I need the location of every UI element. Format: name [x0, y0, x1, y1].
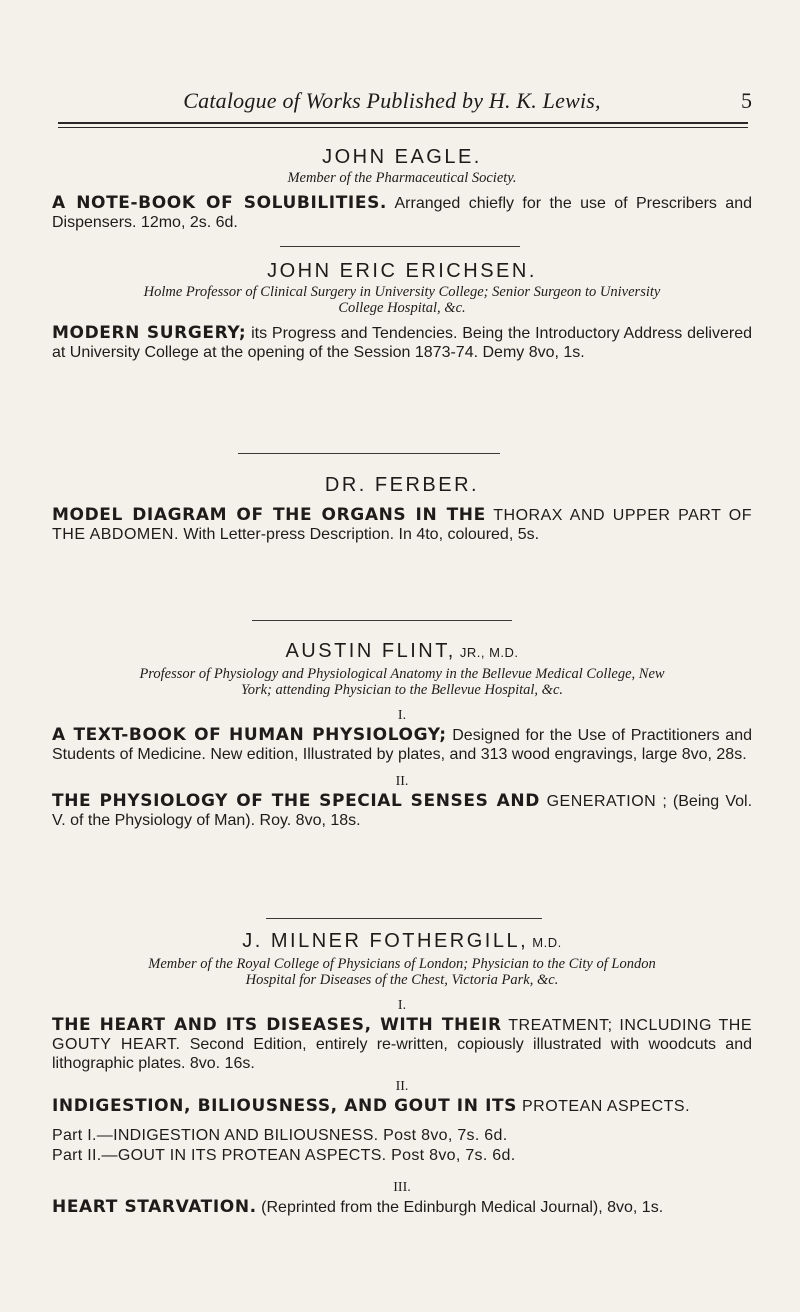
- work-title: THE PHYSIOLOGY OF THE SPECIAL SENSES AND: [52, 791, 540, 811]
- running-head: [52, 88, 752, 120]
- header-rule: [58, 122, 748, 128]
- entry-dr-ferber: [52, 474, 752, 544]
- work-number: II.: [395, 1079, 409, 1094]
- author-affiliation: Member of the Royal College of Physicians of London; Physician to the City of London: [148, 956, 656, 972]
- author-affiliation-cont: College Hospital, &c.: [338, 300, 466, 316]
- entry-john-eric-erichsen: [52, 260, 752, 362]
- section-separator: [280, 246, 520, 247]
- work-number: III.: [393, 1180, 411, 1195]
- author-name: JOHN ERIC ERICHSEN.: [267, 260, 537, 282]
- work-item: [52, 1016, 752, 1073]
- work-title: MODERN SURGERY;: [52, 323, 247, 343]
- author-affiliation: Member of the Pharmaceutical Society.: [287, 170, 517, 186]
- part-line: [52, 1146, 752, 1166]
- running-head-title: Catalogue of Works Published by H. K. Lewis,: [183, 88, 601, 113]
- work-item: [52, 506, 752, 544]
- work-item: [52, 1097, 752, 1116]
- work-title: INDIGESTION, BILIOUSNESS, AND GOUT IN ITS: [52, 1096, 518, 1116]
- work-item: [52, 792, 752, 830]
- author-name: AUSTIN FLINT, JR., M.D.: [285, 640, 519, 662]
- work-item: [52, 324, 752, 362]
- author-affiliation-cont: York; attending Physician to the Bellevue Hospital, &c.: [240, 682, 564, 698]
- part-label: Part I.: [52, 1127, 97, 1144]
- author-name: JOHN EAGLE.: [322, 146, 482, 168]
- work-title-cont: THORAX AND UPPER PART OF THE ABDOMEN.: [52, 507, 752, 543]
- work-description: (Reprinted from the Edinburgh Medical Journal), 8vo, 1s.: [256, 1199, 664, 1216]
- part-text: —GOUT IN ITS PROTEAN ASPECTS. Post 8vo, 7s. 6d.: [101, 1147, 516, 1164]
- work-number: I.: [397, 998, 407, 1013]
- author-suffix: JR., M.D.: [455, 645, 519, 660]
- work-description: Second Edition, entirely re-written, copiously illustrated with woodcuts and lithographic plates. 8vo. 16s.: [52, 1036, 753, 1072]
- part-text: —INDIGESTION AND BILIOUSNESS. Post 8vo, 7s. 6d.: [96, 1127, 508, 1144]
- author-name: DR. FERBER.: [324, 474, 480, 496]
- author-name: J. MILNER FOTHERGILL, M.D.: [242, 930, 562, 952]
- section-separator: [252, 620, 512, 621]
- work-item: [52, 1198, 752, 1217]
- work-description: Designed for the Use of Practitioners and Students of Medicine. New edition, Illustrated by plates, and 313 wood engravings, large 8vo, 28s.: [52, 727, 752, 763]
- section-separator: [238, 453, 500, 454]
- author-affiliation: Professor of Physiology and Physiological Anatomy in the Bellevue Medical College, New: [139, 666, 665, 682]
- work-item: [52, 194, 752, 232]
- author-suffix: M.D.: [528, 935, 562, 950]
- entry-austin-flint: [52, 640, 752, 830]
- work-title-cont: TREATMENT; INCLUDING THE GOUTY HEART.: [52, 1017, 752, 1053]
- work-description: Arranged chiefly for the use of Prescribers and Dispensers. 12mo, 2s. 6d.: [52, 195, 752, 231]
- section-separator: [266, 918, 542, 919]
- page-number: 5: [741, 88, 752, 113]
- work-title: A TEXT-BOOK OF HUMAN PHYSIOLOGY;: [52, 725, 447, 745]
- work-title: THE HEART AND ITS DISEASES, WITH THEIR: [52, 1015, 502, 1035]
- work-item: [52, 726, 752, 764]
- work-description: ; (Being Vol. V. of the Physiology of Man). Roy. 8vo, 18s.: [52, 793, 753, 829]
- work-title: A NOTE-BOOK OF SOLUBILITIES.: [52, 193, 387, 213]
- work-description: its Progress and Tendencies. Being the Introductory Address delivered at University College at the opening of the Session 1873-74. Demy 8vo, 1s.: [52, 325, 753, 361]
- work-title-cont: GENERATION: [539, 793, 657, 810]
- catalogue-page: [52, 0, 752, 1312]
- entry-j-milner-fothergill: [52, 930, 752, 1217]
- part-line: [52, 1126, 752, 1146]
- author-affiliation-cont: Hospital for Diseases of the Chest, Victoria Park, &c.: [245, 972, 559, 988]
- entry-john-eagle: [52, 146, 752, 232]
- part-label: Part II.: [52, 1147, 102, 1164]
- work-number: II.: [395, 774, 409, 789]
- work-number: I.: [397, 708, 407, 723]
- work-title: HEART STARVATION.: [52, 1197, 257, 1217]
- work-title-cont: PROTEAN ASPECTS.: [517, 1098, 691, 1115]
- work-title: MODEL DIAGRAM OF THE ORGANS IN THE: [52, 505, 486, 525]
- work-description: With Letter-press Description. In 4to, coloured, 5s.: [178, 526, 540, 543]
- author-affiliation: Holme Professor of Clinical Surgery in University College; Senior Surgeon to University: [143, 284, 661, 300]
